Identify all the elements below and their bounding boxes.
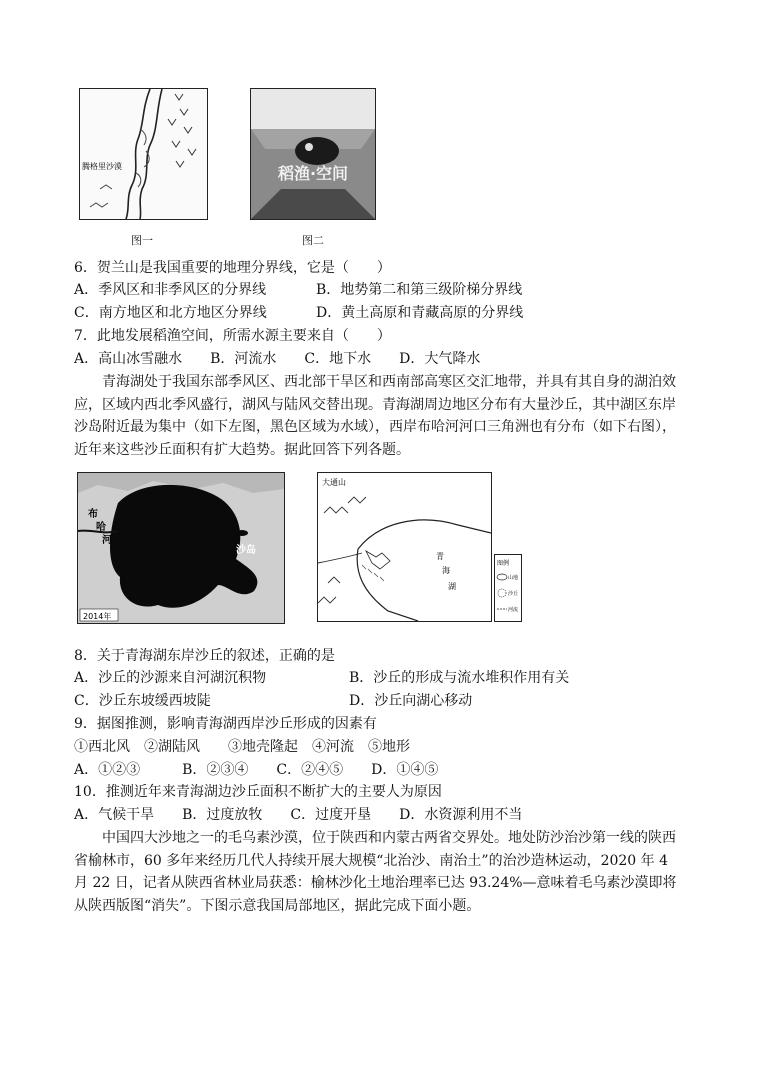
q10-stem: 10．推测近年来青海湖边沙丘面积不断扩大的主要人为原因 xyxy=(74,784,442,800)
q6-option-b: B．地势第二和第三级阶梯分界线 xyxy=(316,282,523,298)
q6-option-c: C．南方地区和北方地区分界线 xyxy=(74,305,267,321)
q8-option-a: A．沙丘的沙源来自河湖沉积物 xyxy=(74,670,267,686)
q9-options: A．①②③ B．②③④ C．②④⑤ D．①④⑤ xyxy=(74,762,439,778)
passage-qinghai-lake: 青海湖处于我国东部季风区、西北部干旱区和西南部高寒区交汇地带，并具有其自身的湖泊效应，区域内西北季风盛行，湖风与陆风交替出现。青海湖周边地区分布有大量沙丘，其中湖区东岸沙岛附近最为集中（如下左图，黑色区域为水域），西岸布哈河河口三角洲也有分布（如下右图），近年来这些沙丘面积有扩大趋势。据此回答下列各题。 xyxy=(74,374,676,458)
figure-1-caption: 图一 xyxy=(131,234,153,247)
figure-2-caption: 图二 xyxy=(302,234,324,247)
q6-option-a: A．季风区和非季风区的分界线 xyxy=(74,282,267,298)
lake-label-3: 湖 xyxy=(448,582,456,591)
q6-stem: 6．贺兰山是我国重要的地理分界线，它是（ ） xyxy=(74,260,391,276)
river-label-3: 河 xyxy=(102,535,112,546)
desert-label: 腾格里沙漠 xyxy=(82,162,122,171)
legend-item-2: 沙丘 xyxy=(508,591,519,597)
figure-1-svg xyxy=(80,89,207,219)
river-label-2: 哈 xyxy=(96,522,106,533)
q8-option-d: D．沙丘向湖心移动 xyxy=(349,693,473,709)
figure-3-lake-image xyxy=(77,472,285,624)
figure-4-sketch-map xyxy=(317,472,492,622)
figure-1-map xyxy=(79,88,208,220)
q10-options: A．气候干旱 B．过度放牧 C．过度开垦 D．水资源利用不当 xyxy=(74,807,523,823)
figure-3-svg xyxy=(78,473,284,623)
lake-label-1: 青 xyxy=(436,552,444,561)
q6-option-d: D．黄土高原和青藏高原的分界线 xyxy=(316,305,524,321)
figure-2-svg xyxy=(251,89,375,219)
q9-stem: 9．据图推测，影响青海湖西岸沙丘形成的因素有 xyxy=(74,716,377,732)
mountain-label: 大通山 xyxy=(322,478,346,487)
island-label: 沙岛 xyxy=(236,545,256,556)
passage-mu-us-desert: 中国四大沙地之一的毛乌素沙漠，位于陕西和内蒙古两省交界处。地处防沙治沙第一线的陕西省榆林市，60 多年来经历几代人持续开展大规模“北治沙、南治土”的治沙造林运动，2020 年 4 月 22 日，记者从陕西省林业局获悉：榆林沙化土地治理率已达 93.24%—意味着毛乌素沙漠即将从陕西版图“消失”。下图示意我国局部地区，据此完成下面小题。 xyxy=(74,830,677,914)
river-label-1: 布 xyxy=(88,509,98,520)
legend-item-3: 河流 xyxy=(508,607,519,613)
dune-legend-icon xyxy=(498,589,506,597)
field-text: 稻渔·空间 xyxy=(277,164,349,183)
q8-option-c: C．沙丘东坡缓西坡陡 xyxy=(74,693,211,709)
q9-factors: ①西北风 ②湖陆风 ③地壳隆起 ④河流 ⑤地形 xyxy=(74,739,410,755)
q8-option-b: B．沙丘的形成与流水堆积作用有关 xyxy=(349,670,570,686)
legend-item-1: 山地 xyxy=(508,575,519,581)
legend-svg xyxy=(495,555,521,621)
year-label: 2014年 xyxy=(83,612,112,621)
legend-title: 图例 xyxy=(497,560,510,567)
q7-options: A．高山冰雪融水 B．河流水 C．地下水 D．大气降水 xyxy=(74,351,481,367)
q8-stem: 8．关于青海湖东岸沙丘的叙述，正确的是 xyxy=(74,648,335,664)
lake-label-2: 海 xyxy=(442,566,450,575)
mountain-legend-icon xyxy=(497,574,507,580)
figure-2-photo xyxy=(250,88,376,220)
figure-4-legend xyxy=(494,554,522,622)
q7-stem: 7．此地发展稻渔空间，所需水源主要来自（ ） xyxy=(74,328,391,344)
figure-4-svg xyxy=(318,473,491,621)
